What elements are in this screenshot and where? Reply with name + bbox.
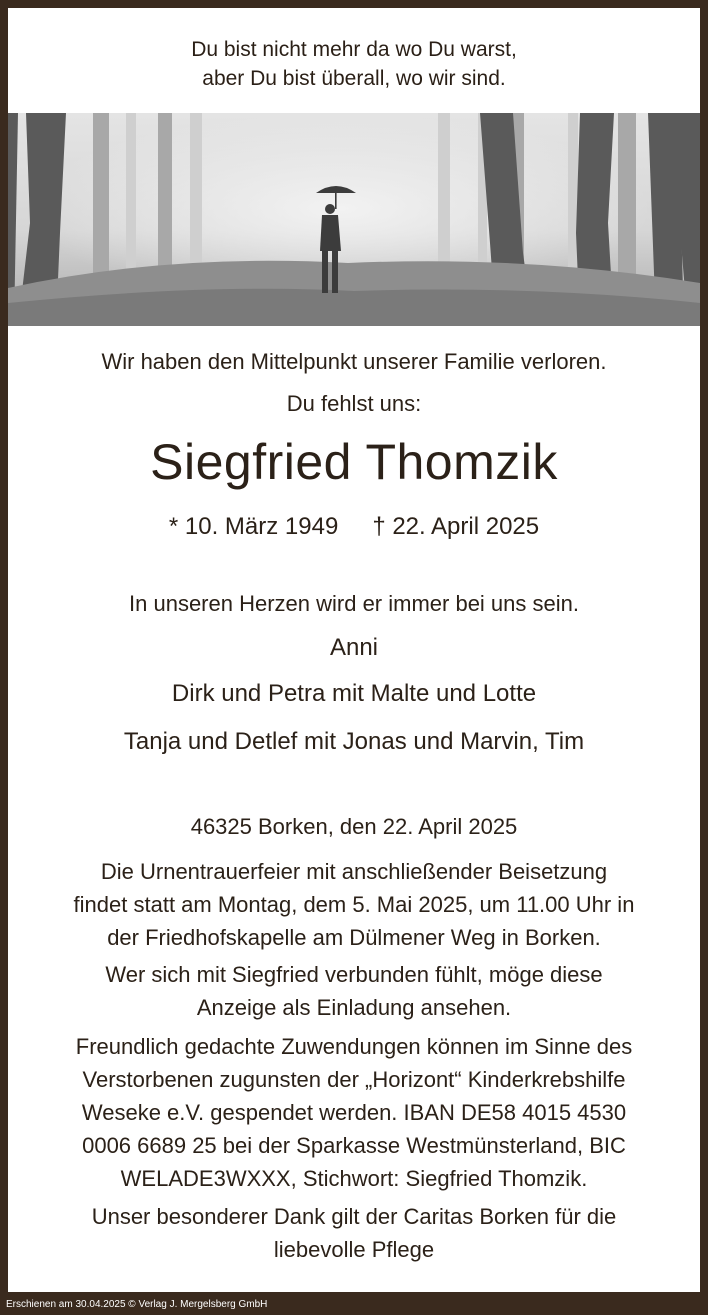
thanks-line: liebevolle Pflege — [273, 1237, 435, 1262]
donation-line: WELADE3WXXX, Stichwort: Siegfried Thomzik. — [120, 1166, 588, 1191]
mourners-intro: In unseren Herzen wird er immer bei uns sein. — [129, 591, 579, 616]
place-date: 46325 Borken, den 22. April 2025 — [190, 814, 518, 839]
invitation-line: Anzeige als Einladung ansehen. — [196, 995, 512, 1020]
intro-line-2: Du fehlst uns: — [286, 391, 422, 416]
mourner-name: Anni — [329, 634, 379, 661]
obituary-notice — [8, 8, 700, 1292]
life-dates — [8, 512, 700, 542]
foggy-forest-image — [8, 113, 700, 326]
donation-line: 0006 6689 25 bei der Sparkasse Westmünsterland, BIC — [82, 1133, 626, 1158]
quote-line-1: Du bist nicht mehr da wo Du warst, — [191, 38, 517, 61]
deceased-name: Siegfried Thomzik — [150, 434, 558, 490]
ceremony-line: Die Urnentrauerfeier mit anschließender Beisetzung — [100, 859, 608, 884]
death-date: † 22. April 2025 — [372, 513, 540, 540]
mourner-name: Dirk und Petra mit Malte und Lotte — [171, 680, 537, 707]
foggy-forest-person-with-umbrella-image — [8, 113, 700, 326]
donation-line: Weseke e.V. gespendet werden. IBAN DE58 4015 4530 — [81, 1100, 627, 1125]
mourner-name: Tanja und Detlef mit Jonas und Marvin, Tim — [123, 728, 585, 755]
ceremony-line: findet statt am Montag, dem 5. Mai 2025, um 11.00 Uhr in — [73, 892, 635, 917]
intro-line-1: Wir haben den Mittelpunkt unserer Familie verloren. — [101, 349, 607, 374]
invitation-line: Wer sich mit Siegfried verbunden fühlt, möge diese — [105, 962, 603, 987]
birth-date: * 10. März 1949 — [168, 513, 339, 540]
publication-footer: Erschienen am 30.04.2025 © Verlag J. Mergelsberg GmbH — [6, 1299, 268, 1310]
thanks-line: Unser besonderer Dank gilt der Caritas Borken für die — [91, 1204, 617, 1229]
ceremony-line: der Friedhofskapelle am Dülmener Weg in Borken. — [107, 925, 601, 950]
quote-line-2: aber Du bist überall, wo wir sind. — [202, 67, 506, 90]
donation-line: Freundlich gedachte Zuwendungen können im Sinne des — [75, 1034, 633, 1059]
donation-line: Verstorbenen zugunsten der „Horizont“ Kinderkrebshilfe — [82, 1067, 626, 1092]
